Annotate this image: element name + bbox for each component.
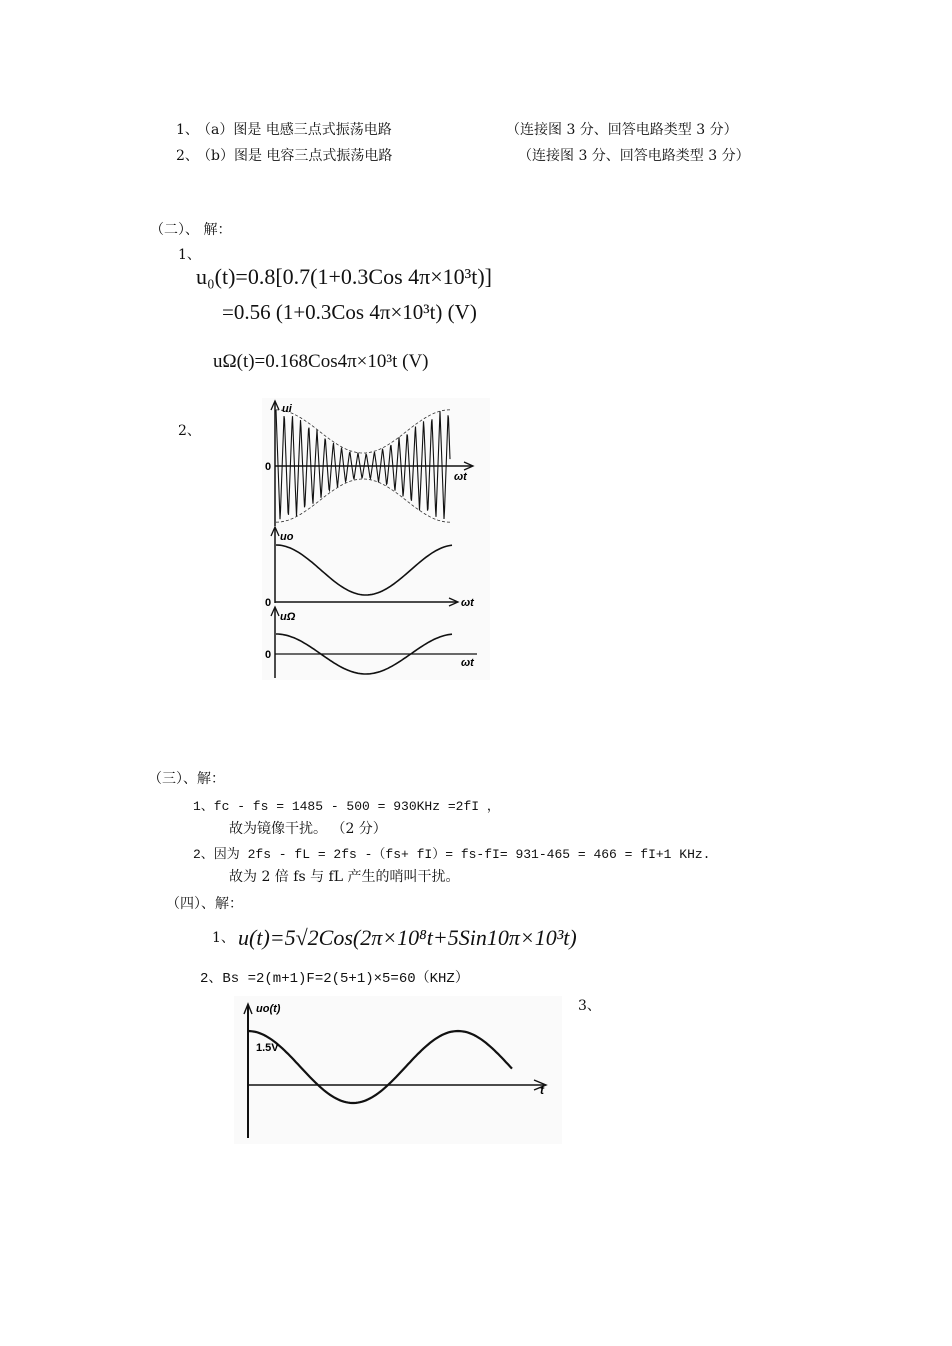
s3-line1: 1、fc - fs = 1485 - 500 = 930KHz =2fI ， <box>193 799 500 814</box>
s4-eq: u(t)=5√2Cos(2π×10⁸t+5Sin10π×10³t) <box>238 925 577 950</box>
uomega-wt-label: ωt <box>461 657 474 669</box>
figure-background <box>262 398 490 680</box>
s1-line2-num: 2、 <box>176 148 199 164</box>
s3-line2-sub: 故为 2 倍 fs 与 fL 产生的哨叫干扰。 <box>229 869 460 885</box>
uo-t-figure <box>234 996 562 1144</box>
uomega-zero-label: 0 <box>265 649 272 661</box>
ui-label: ui <box>282 403 292 415</box>
s1-line2-score: （连接图 3 分、回答电路类型 3 分） <box>518 148 750 164</box>
figure2-background <box>234 996 562 1144</box>
s3-heading: （三）、解： <box>148 771 225 787</box>
s3-line1-sub: 故为镜像干扰。 （2 分） <box>229 821 387 837</box>
uo-label: uo <box>280 531 294 543</box>
s1-line1-text: （a）图是 电感三点式振荡电路 <box>197 122 392 138</box>
am-waveform-figure <box>262 398 490 680</box>
s1-line1-score: （连接图 3 分、回答电路类型 3 分） <box>506 122 738 138</box>
s2-eq2: uΩ(t)=0.168Cos4π×10³t (V) <box>213 351 429 372</box>
s2-eq1-line2: =0.56 (1+0.3Cos 4π×10³t) (V) <box>222 300 477 324</box>
s1-line1-num: 1、 <box>176 122 199 138</box>
uot-amp-label: 1.5V <box>256 1042 279 1054</box>
uot-x-label: t <box>540 1083 544 1097</box>
uomega-label: uΩ <box>280 611 296 623</box>
uot-y-label: uo(t) <box>256 1003 281 1015</box>
uo-wt-label: ωt <box>461 597 474 609</box>
s2-eq1-line1: u₀(t)=0.8[0.7(1+0.3Cos 4π×10³t)] <box>196 264 493 289</box>
s1-line2-text: （b）图是 电容三点式振荡电路 <box>197 148 393 164</box>
s4-item2: 2、Bs =2(m+1)F=2(5+1)×5=60（KHZ） <box>200 971 469 987</box>
s4-item3-num: 3、 <box>578 998 601 1014</box>
s2-heading: （二）、 解： <box>150 222 232 238</box>
s4-heading: （四）、解： <box>166 896 243 912</box>
s2-item1-num: 1、 <box>178 247 201 263</box>
s3-line2: 2、因为 2fs - fL = 2fs -（fs+ fI）= fs-fI= 931-465 = 466 = fI+1 KHz. <box>193 847 711 862</box>
ui-zero-label: 0 <box>265 461 272 473</box>
ui-wt-label: ωt <box>454 471 467 483</box>
uo-zero-label: 0 <box>265 597 272 609</box>
s4-item1-num: 1、 <box>212 930 235 946</box>
s2-item2-num: 2、 <box>178 423 201 439</box>
